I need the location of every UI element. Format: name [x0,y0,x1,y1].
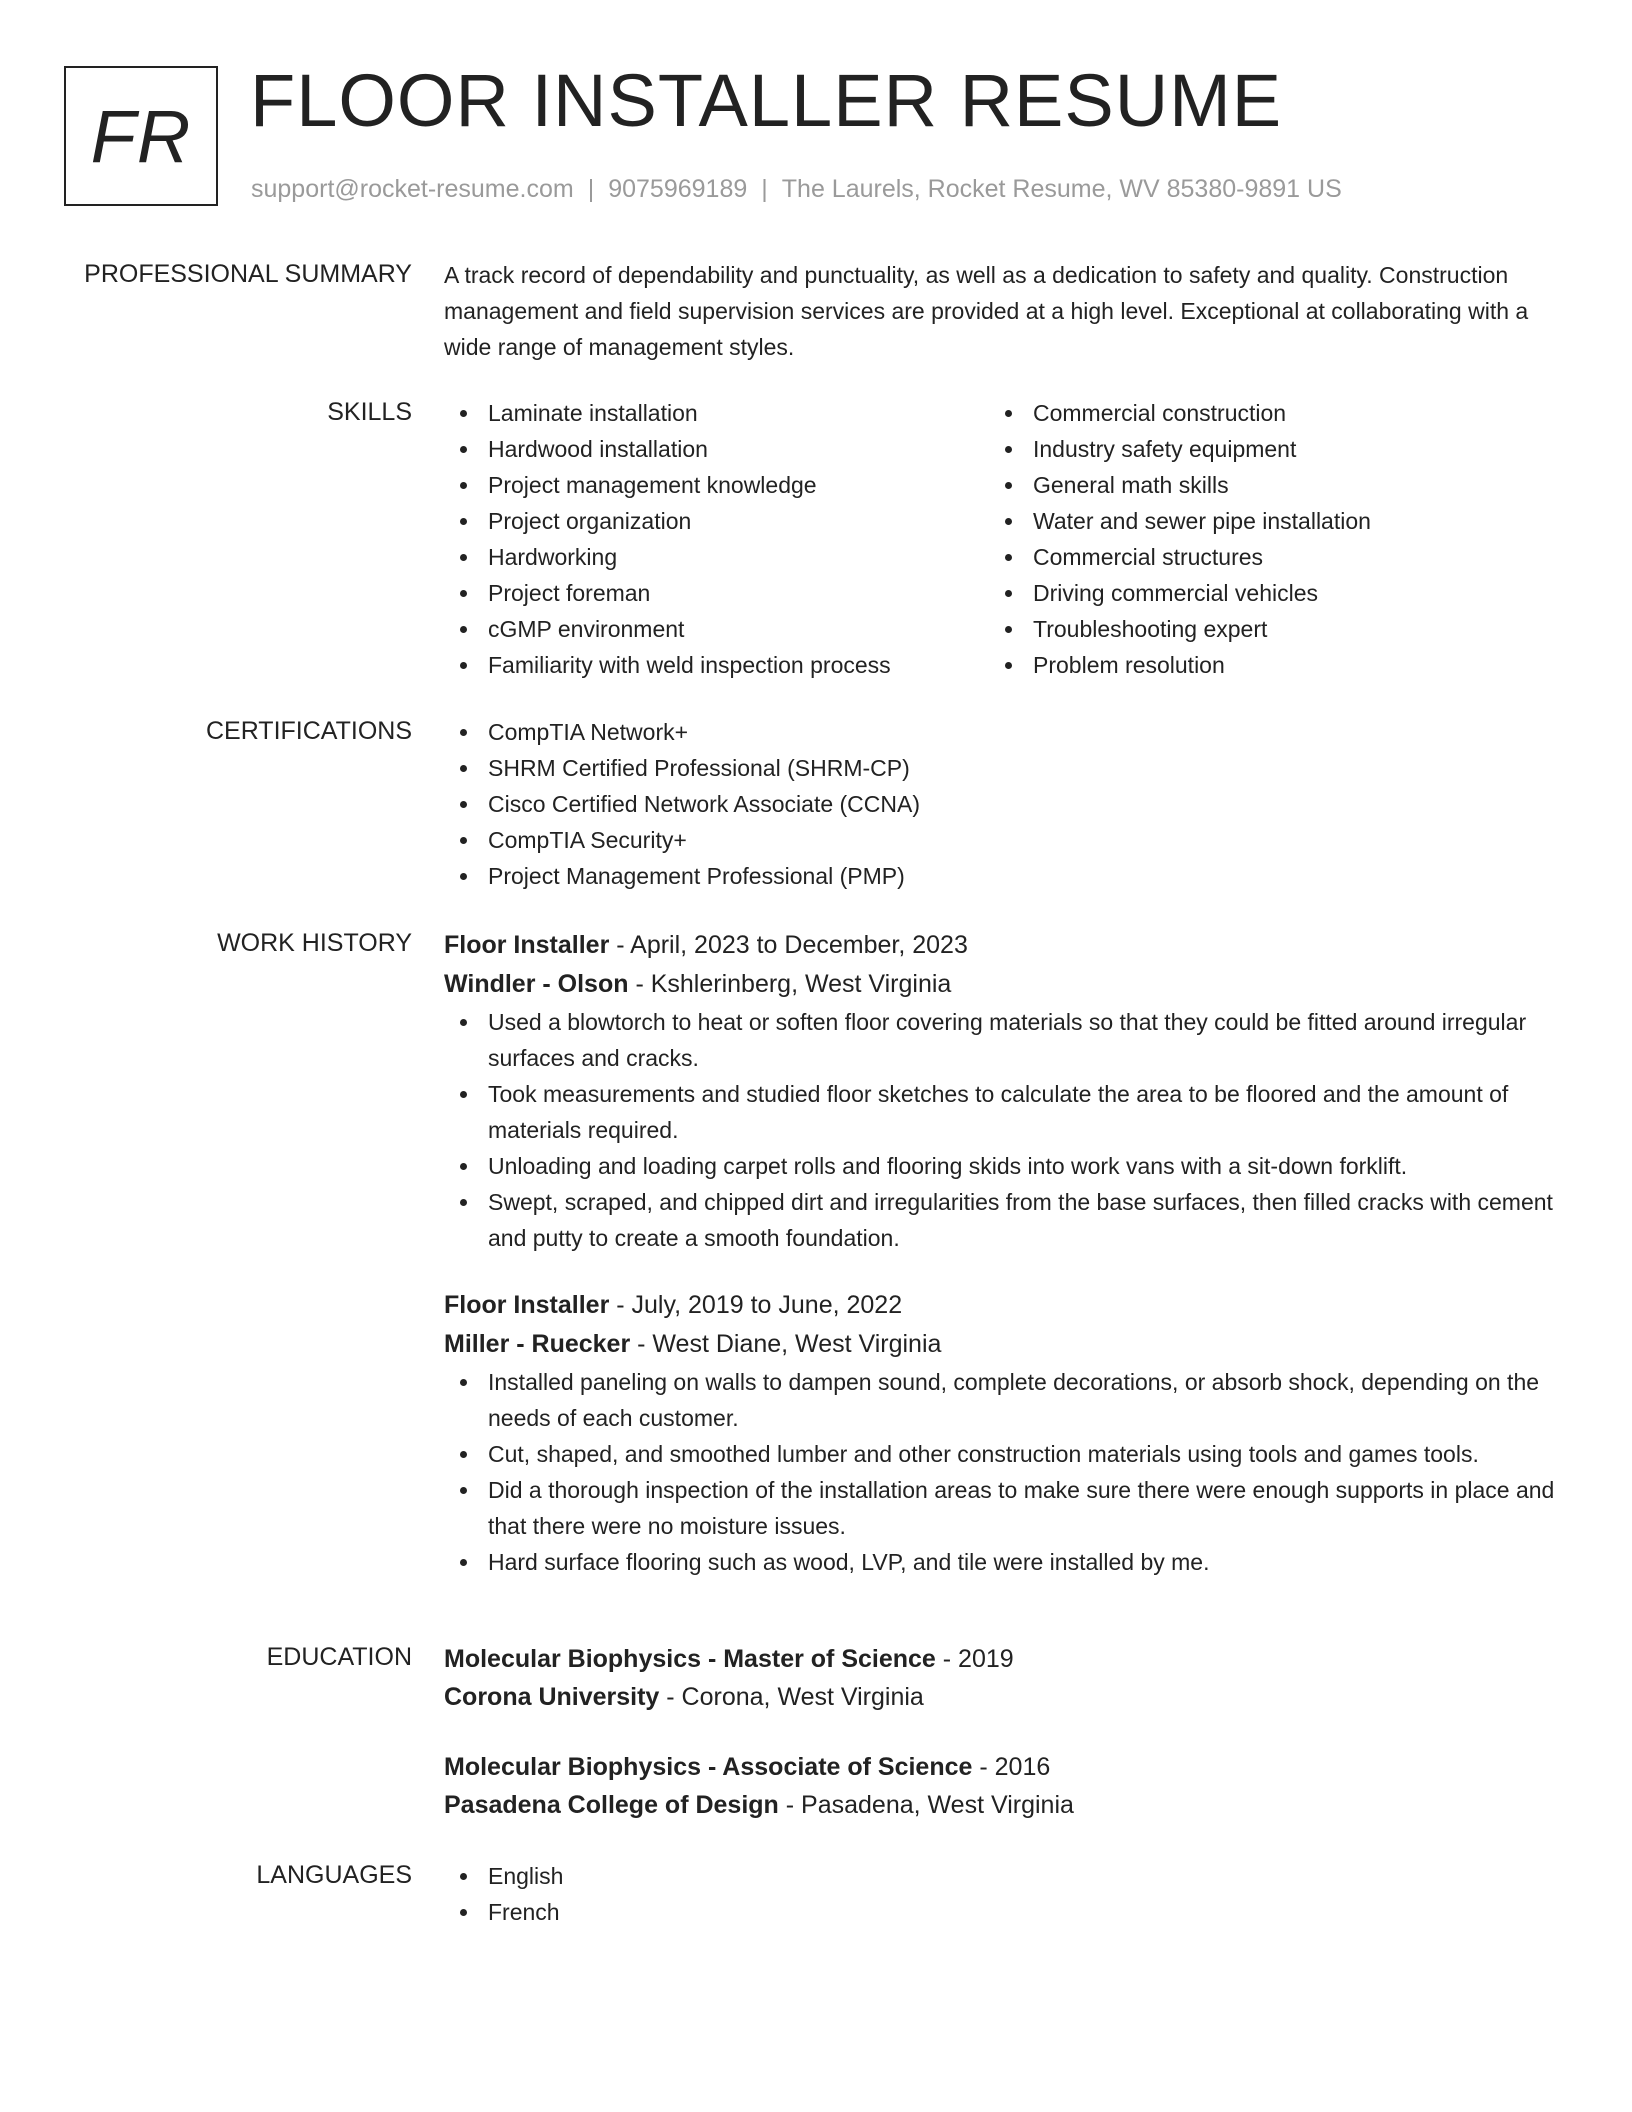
language-item: English [444,1858,1559,1894]
skill-item: Familiarity with weld inspection process [444,647,989,683]
education-location: - Pasadena, West Virginia [778,1791,1074,1819]
skill-item: Troubleshooting expert [989,611,1534,647]
job-bullet: Took measurements and studied floor sketches to calculate the area to be floored and the amount of materials required. [444,1076,1559,1148]
summary-text: A track record of dependability and punctuality, as well as a dedication to safety and quality. Construction management and field supervision services are provided at a high level. Exceptional at collaborating with a wide range of management styles. [444,262,1529,360]
job-title-line [444,926,1559,965]
education-degree-line [444,1640,1559,1678]
skill-item: Laminate installation [444,395,989,431]
monogram-box [64,66,218,206]
section-label-certifications: CERTIFICATIONS [205,717,412,745]
skill-item: Project foreman [444,575,989,611]
skills-body [444,395,1559,683]
education-body [444,1640,1559,1824]
skill-item: Commercial construction [989,395,1534,431]
contact-separator: | [761,175,768,203]
job-bullet: Did a thorough inspection of the installation areas to make sure there were enough supports in place and that there were no moisture issues. [444,1472,1559,1544]
languages-list [444,1858,1559,1930]
certification-item: SHRM Certified Professional (SHRM-CP) [444,750,1559,786]
job-dates: - July, 2019 to June, 2022 [609,1291,903,1319]
job-company: Windler - Olson [444,970,629,998]
job-location: - Kshlerinberg, West Virginia [628,970,952,998]
skill-item: Hardworking [444,539,989,575]
education-entry [444,1640,1559,1716]
job-title: Floor Installer [444,1291,610,1319]
skill-item: Project organization [444,503,989,539]
certifications-list [444,714,1559,894]
certification-item: CompTIA Security+ [444,822,1559,858]
section-label-skills: SKILLS [327,398,412,426]
contact-address: The Laurels, Rocket Resume, WV 85380-9891 US [781,175,1342,203]
summary-body [444,257,1559,365]
education-entry [444,1748,1559,1824]
skill-item: Driving commercial vehicles [989,575,1534,611]
education-school: Pasadena College of Design [444,1791,779,1819]
education-degree: Molecular Biophysics - Associate of Science [444,1753,973,1781]
certification-item: Project Management Professional (PMP) [444,858,1559,894]
contact-line [251,172,1342,206]
section-label-summary: PROFESSIONAL SUMMARY [84,260,412,288]
section-label-education: EDUCATION [266,1643,412,1671]
skill-item: Hardwood installation [444,431,989,467]
education-school: Corona University [444,1683,660,1711]
job-company-line [444,965,1559,1004]
job-entry [444,926,1559,1256]
job-bullets [444,1364,1559,1580]
certification-item: CompTIA Network+ [444,714,1559,750]
education-school-line [444,1678,1559,1716]
languages-body [444,1858,1559,1930]
skill-item: Problem resolution [989,647,1534,683]
job-title: Floor Installer [444,931,610,959]
job-entry [444,1286,1559,1580]
job-bullet: Hard surface flooring such as wood, LVP, and tile were installed by me. [444,1544,1559,1580]
work-history-body [444,926,1559,1580]
education-degree-line [444,1748,1559,1786]
education-school-line [444,1786,1559,1824]
job-bullets [444,1004,1559,1256]
skills-list-left [444,395,989,683]
job-bullet: Unloading and loading carpet rolls and flooring skids into work vans with a sit-down forklift. [444,1148,1559,1184]
monogram-initials: FR [90,94,192,178]
job-company-line [444,1325,1559,1364]
education-year: - 2019 [935,1645,1014,1673]
job-location: - West Diane, West Virginia [630,1330,942,1358]
skill-item: Project management knowledge [444,467,989,503]
job-bullet: Installed paneling on walls to dampen sound, complete decorations, or absorb shock, depending on the needs of each customer. [444,1364,1559,1436]
job-dates: - April, 2023 to December, 2023 [609,931,968,959]
skill-item: General math skills [989,467,1534,503]
education-degree: Molecular Biophysics - Master of Science [444,1645,936,1673]
section-label-languages: LANGUAGES [256,1861,412,1889]
skills-column-left [444,395,989,683]
section-label-work-history: WORK HISTORY [217,929,412,957]
certifications-body [444,714,1559,894]
job-title-line [444,1286,1559,1325]
job-bullet: Used a blowtorch to heat or soften floor covering materials so that they could be fitted around irregular surfaces and cracks. [444,1004,1559,1076]
skills-list-right [989,395,1534,683]
certification-item: Cisco Certified Network Associate (CCNA) [444,786,1559,822]
education-year: - 2016 [972,1753,1051,1781]
job-bullet: Swept, scraped, and chipped dirt and irregularities from the base surfaces, then filled cracks with cement and putty to create a smooth foundation. [444,1184,1559,1256]
education-location: - Corona, West Virginia [659,1683,924,1711]
language-item: French [444,1894,1559,1930]
contact-email[interactable]: support@rocket-resume.com [251,175,574,203]
skill-item: cGMP environment [444,611,989,647]
job-bullet: Cut, shaped, and smoothed lumber and other construction materials using tools and games tools. [444,1436,1559,1472]
skill-item: Water and sewer pipe installation [989,503,1534,539]
skill-item: Commercial structures [989,539,1534,575]
skills-column-right [989,395,1534,683]
job-company: Miller - Ruecker [444,1330,631,1358]
skill-item: Industry safety equipment [989,431,1534,467]
contact-phone[interactable]: 9075969189 [608,175,748,203]
contact-separator: | [587,175,595,203]
resume-title: FLOOR INSTALLER RESUME [250,59,1283,142]
